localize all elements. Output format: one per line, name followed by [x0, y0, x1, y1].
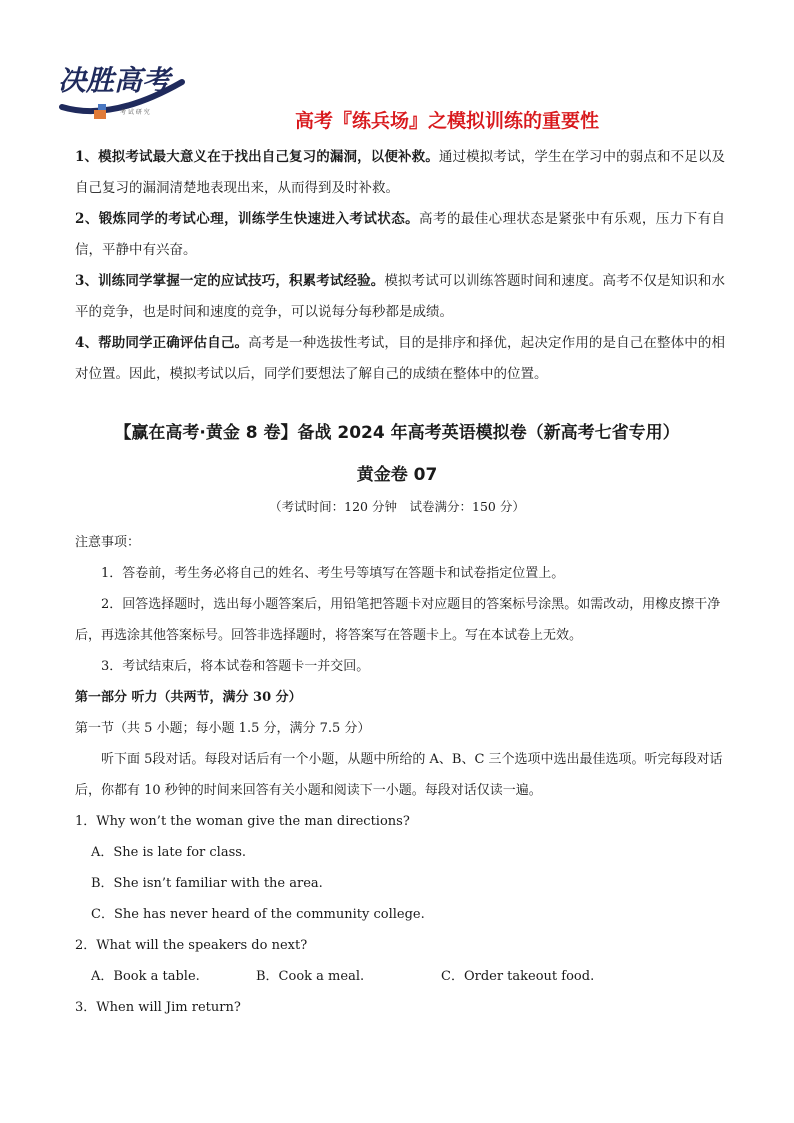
- notice-item: 1．答卷前，考生务必将自己的姓名、考生号等填写在答题卡和试卷指定位置上。: [101, 566, 565, 581]
- question-stem: 2．What will the speakers do next?: [75, 938, 308, 953]
- subsection-heading: 第一节（共 5 小题；每小题 1.5 分，满分 7.5 分）: [75, 721, 371, 736]
- question-options-row: [75, 961, 725, 992]
- intro-item: [75, 142, 725, 204]
- intro-item-text: 通过模拟考试，学生在学习中的弱点和不足以及自己复习的漏洞清楚地表现出来，从而得到及时补救。: [75, 149, 725, 196]
- exam-body: [75, 527, 725, 1023]
- intro-item: [75, 266, 725, 328]
- question-option: C．She has never heard of the community college.: [91, 907, 425, 922]
- intro-item-text: 模拟考试可以训练答题时间和速度。高考不仅是知识和水平的竞争，也是时间和速度的竞争，可以说每分每秒都是成绩。: [75, 273, 725, 320]
- logo-small-text: 考 试 研 究: [120, 109, 150, 116]
- question-stem: 3．When will Jim return?: [75, 1000, 241, 1015]
- page-heading: 高考『练兵场』之模拟训练的重要性: [294, 110, 599, 132]
- exam-title: 【赢在高考·黄金 8 卷】备战 2024 年高考英语模拟卷（新高考七省专用）: [114, 423, 680, 443]
- intro-item-bold: 4、帮助同学正确评估自己。: [75, 335, 249, 351]
- intro-list: [75, 142, 725, 390]
- question-option: B．Cook a meal.: [256, 969, 365, 984]
- question-stem: 1．Why won’t the woman give the man directions?: [75, 814, 410, 829]
- intro-item-text: 高考是一种选拔性考试，目的是排序和择优，起决定作用的是自己在整体中的相对位置。因此，模拟考试以后，同学们要想法了解自己的成绩在整体中的位置。: [75, 335, 726, 382]
- intro-item-bold: 3、训练同学掌握一定的应试技巧，积累考试经验。: [75, 273, 385, 289]
- intro-item-text: 高考的最佳心理状态是紧张中有乐观，压力下有自信，平静中有兴奋。: [75, 211, 725, 258]
- notice-item: 3．考试结束后，将本试卷和答题卡一并交回。: [101, 659, 370, 674]
- logo-text: 决胜高考: [58, 64, 171, 97]
- intro-item-bold: 2、锻炼同学的考试心理，训练学生快速进入考试状态。: [75, 211, 420, 227]
- notice-heading: 注意事项：: [75, 535, 141, 550]
- exam-volume: 黄金卷 07: [356, 465, 438, 485]
- question-option: C．Order takeout food.: [441, 969, 595, 984]
- intro-item: [75, 328, 725, 390]
- section-heading: 第一部分 听力（共两节，满分 30 分）: [75, 690, 302, 705]
- intro-item-bold: 1、模拟考试最大意义在于找出自己复习的漏洞，以便补救。: [75, 149, 439, 165]
- question-option: A．She is late for class.: [91, 845, 247, 860]
- intro-item: [75, 204, 725, 266]
- question-option: A．Book a table.: [91, 969, 200, 984]
- exam-subtitle: （考试时间：120 分钟 试卷满分：150 分）: [269, 499, 525, 514]
- section-instructions: 听下面 5段对话。每段对话后有一个小题，从题中所给的 A、B、C 三个选项中选出最佳选项。听完每段对话后，你都有 10 秒钟的时间来回答有关小题和阅读下一小题。每段对话仅读一遍。: [75, 752, 723, 798]
- notice-item: 2．回答选择题时，选出每小题答案后，用铅笔把答题卡对应题目的答案标号涂黑。如需改动，用橡皮擦干净后，再选涂其他答案标号。回答非选择题时，将答案写在答题卡上。写在本试卷上无效。: [75, 597, 721, 643]
- question-option: B．She isn’t familiar with the area.: [91, 876, 323, 891]
